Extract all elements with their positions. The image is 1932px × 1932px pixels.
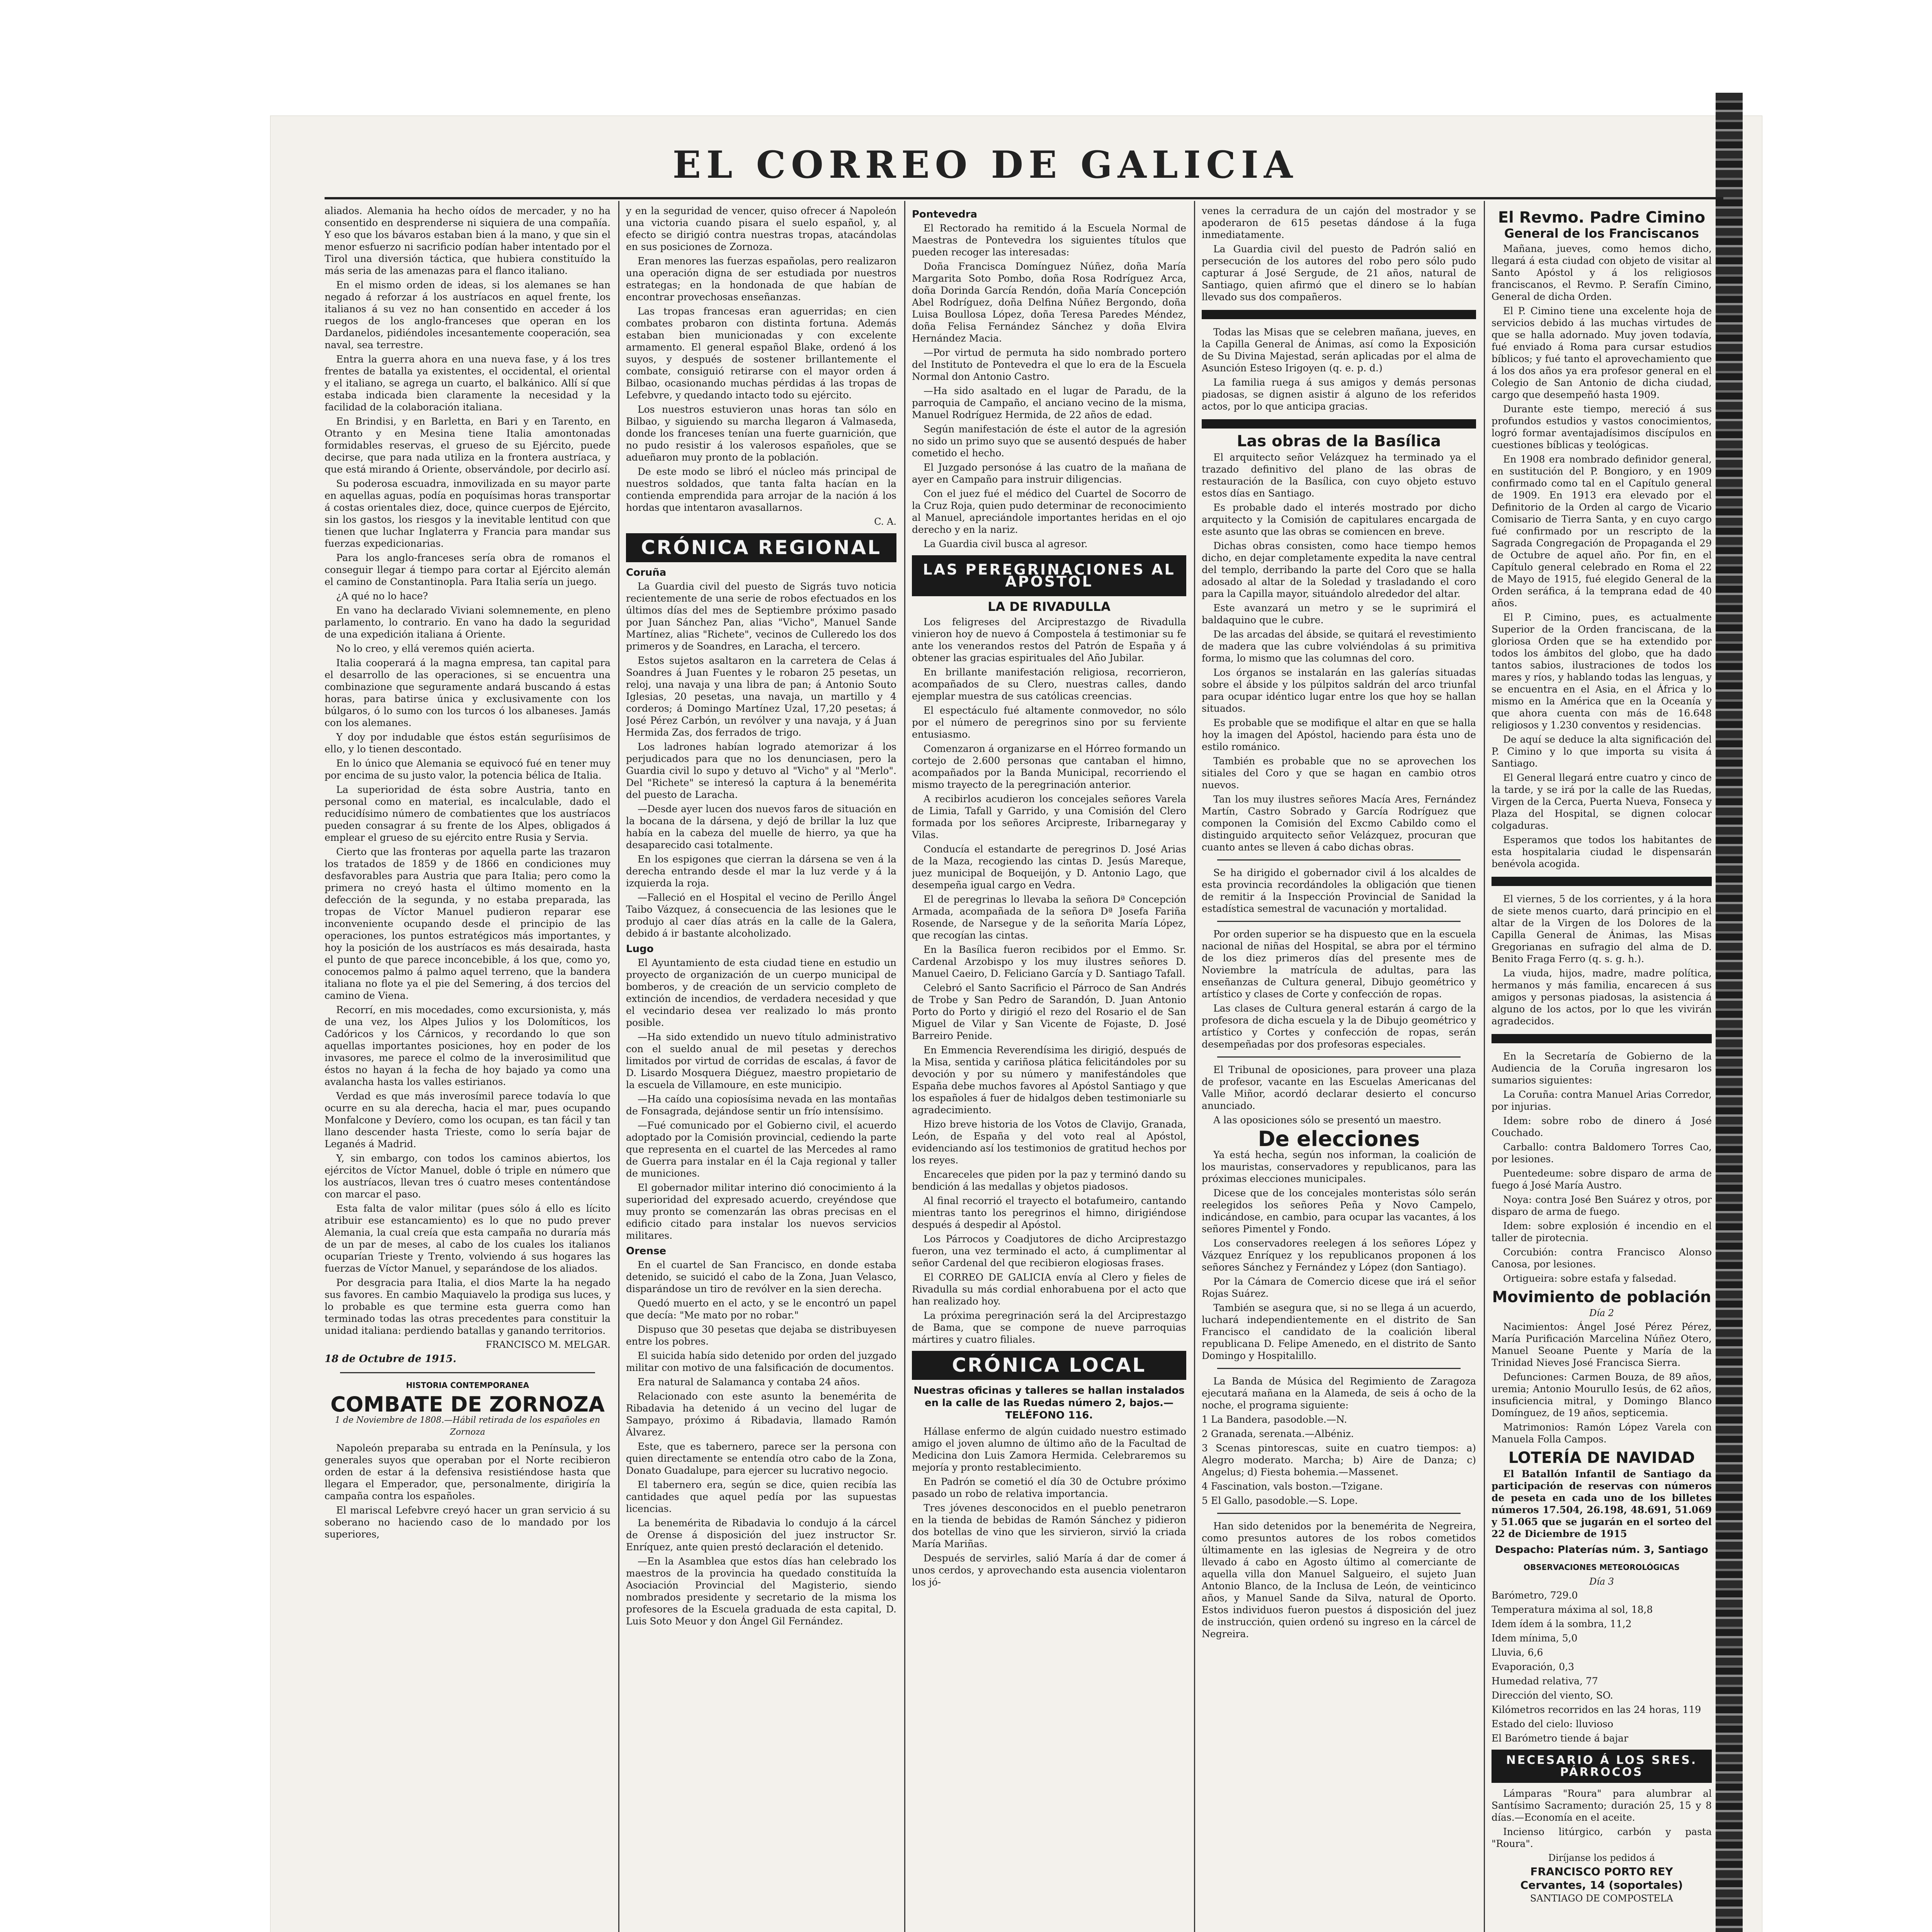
paragraph: Eran menores las fuerzas españolas, pero realizaron una operación digna de ser estudiada por nuestros estrategas; en la hondonada de que habían de encontrar provechosas enseñanzas. [626, 255, 896, 303]
paragraph: Ya está hecha, según nos informan, la coalición de los mauristas, conservadores y republicanos, para las próximas elecciones municipales. [1202, 1149, 1476, 1184]
paragraph: La superioridad de ésta sobre Austria, tanto en personal como en material, es incalculable, dado el reducidísimo número de combatientes que los austríacos pueden consagrar á su frente de los Alpes, obligados á emplear el grueso de su ejército entre Rusia y Servia. [325, 784, 611, 843]
paragraph: Dichas obras consisten, como hace tiempo hemos dicho, en dejar completamente expedita la nave central del templo, derribando la parte del Coro que se halla adosado al altar de la Soledad y trasladando el coro para la Capilla mayor, situándolo alrededor del altar. [1202, 540, 1476, 599]
weather-reading: Evaporación, 0,3 [1492, 1661, 1574, 1672]
notice-bar [1202, 310, 1476, 319]
paragraph: Mañana, jueves, como hemos dicho, llegará á esta ciudad con objeto de visitar al Santo Apóstol y á los religiosos franciscanos, el Revmo. P. Serafín Cimino, General de dicha Orden. [1492, 243, 1712, 302]
article-title: Movimiento de población [1492, 1288, 1711, 1306]
paragraph: Conducía el estandarte de peregrinos D. José Arias de la Maza, recogiendo las cintas D. Jesús Mareque, juez municipal de Boqueijón, y D. Antonio Lago, que desempeña igual cargo en Vedra. [912, 844, 1186, 891]
column-2 [626, 205, 896, 1932]
page-edge-strip [1716, 93, 1743, 1932]
weather-reading: Temperatura máxima al sol, 18,8 [1492, 1604, 1653, 1615]
program-item: 5 El Gallo, pasodoble.—S. Lope. [1202, 1495, 1358, 1506]
paragraph: Han sido detenidos por la benemérita de Negreira, como presuntos autores de los robos cometidos últimamente en las iglesias de Negreira y de otro llevado á cabo en Agosto último al comerciante de aquella villa don Manuel Salgueiro, el sujeto Juan Antonio Blanco, de la Inclusa de León, de veinticinco años, y Manuel Sande da Silva, natural de Oporto. Estos individuos fueron puestos á disposición del juez de instrucción, quien ordenó su ingreso en la cárcel de Negreira. [1202, 1520, 1476, 1639]
column-divider [618, 201, 619, 1932]
paragraph: La Banda de Música del Regimiento de Zaragoza ejecutará mañana en la Alameda, de seis á ocho de la noche, el programa siguiente: [1202, 1376, 1476, 1411]
section-rule [1217, 1368, 1461, 1369]
paragraph: Cierto que las fronteras por aquella parte las trazaron los tratados de 1859 y de 1866 en condiciones muy desfavorables para Austria que para Italia; pero como la primera no creyó hasta el último momento en la defección de la segunda, y no estaba preparada, las tropas de Víctor Manuel pudieron reparar ese inconveniente ocupando desde el principio de las operaciones, los puntos estratégicos más importantes, y hoy la posición de los austríacos es más desairada, hasta el punto de que parece inconcebible, á los que, como yo, conocemos palmo á palmo aquel terreno, que la bandera italiana no flote ya el pie del Semering, á dos tercios del camino de Viena. [325, 846, 611, 1001]
column-4 [1202, 205, 1476, 1932]
paragraph: Verdad es que más inverosímil parece todavía lo que ocurre en su ala derecha, hacia el mar, pues ocupando Monfalcone y Devíero, como los ocupan, es tan fácil y tan llano descender hasta Trieste, como lo sería bajar de Leganés á Madrid. [325, 1090, 611, 1150]
paragraph: Los feligreses del Arciprestazgo de Rivadulla vinieron hoy de nuevo á Compostela á testimoniar su fe ante los venerandos restos del Patrón de España y á obtener las gracias espirituales del Año Jubilar. [912, 616, 1186, 663]
paragraph: La Guardia civil busca al agresor. [923, 538, 1088, 549]
paragraph: En la Secretaría de Gobierno de la Audiencia de la Coruña ingresaron los sumarios siguientes: [1492, 1051, 1712, 1086]
paragraph: En Brindisi, y en Barletta, en Bari y en Tarento, en Otranto y en Mesina tiene Italia amontonadas formidables reservas, el grueso de su Ejército, puede decirse, que para nada utiliza en la frontera austríaca, y que está mirando á Oriente, observándole, por decirlo así. [325, 416, 611, 475]
paragraph: El P. Cimino, pues, es actualmente Superior de la Orden franciscana, de la gloriosa Orden que se ha extendido por todos los ámbitos del globo, que ha dado tantos sabios, ilustraciones de todos los mares y ríos, y hablando todas las lenguas, y se encuentra en el Asia, en el África y lo mismo en la América que en la Oceanía y que ahora cuenta con más de 16.648 religiosos y 1.230 conventos y residencias. [1492, 612, 1712, 731]
paragraph: —En la Asamblea que estos días han celebrado los maestros de la provincia ha quedado constituída la Asociación Provincial del Magisterio, siendo nombrados presidente y secretario de la misma los profesores de la Escuela graduada de esta capital, D. Luis Soto Meuor y don Ángel Gil Fernández. [626, 1556, 896, 1627]
war-article [325, 205, 611, 1365]
article-title: LOTERÍA DE NAVIDAD [1508, 1449, 1695, 1467]
weather-reading: Barómetro, 729.0 [1492, 1590, 1578, 1601]
weather-reading: Humedad relativa, 77 [1492, 1675, 1598, 1687]
paragraph: Por orden superior se ha dispuesto que en la escuela nacional de niñas del Hospital, se abra por el término de los diez primeros días del presente mes de Noviembre la matrícula de adultas, para las enseñanzas de Cultura general, Dibujo geométrico y artístico y clases de Corte y confección de ropas. [1202, 929, 1476, 1000]
article-subtitle: General de los Franciscanos [1504, 226, 1699, 241]
author-signature: C. A. [874, 516, 896, 527]
paragraph: Italia cooperará á la magna empresa, tan capital para el desarrollo de las operaciones, si se encuentra una combinazione que seguramente andará buscando á estas horas, para batirse única y exclusivamente con los búlgaros, ó lo sumo con los turcos ó los albaneses. Jamás con los alemanes. [325, 657, 611, 728]
paragraph: Hállase enfermo de algún cuidado nuestro estimado amigo el joven alumno de último año de la Facultad de Medicina don Luis Zamora Hermida. Celebraremos su mejoría y pronto restablecimiento. [912, 1426, 1186, 1473]
paragraph: Doña Francisca Domínguez Núñez, doña María Margarita Soto Pombo, doña Rosa Rodríguez Arca, doña Dorinda García Rendón, doña María Concepción Abel Rodríguez, doña Delfina Núñez Bergondo, doña Luisa Boullosa López, doña Teresa Paredes Méndez, doña Felisa Fernández Sánchez y doña Elvira Hernández Macia. [912, 261, 1186, 344]
town-heading: Lugo [626, 943, 654, 955]
ad-city: SANTIAGO DE COMPOSTELA [1530, 1893, 1673, 1904]
weather-reading: Kilómetros recorridos en las 24 horas, 119 [1492, 1704, 1701, 1715]
paragraph: No lo creo, y ellá veremos quién acierta. [336, 643, 535, 654]
paragraph: La próxima peregrinación será la del Arciprestazgo de Bama, que se compone de nueve parroquias mártires y cuatro filiales. [912, 1310, 1186, 1345]
paragraph: También es probable que no se aprovechen los sitiales del Coro y que se hagan en cambio otros nuevos. [1202, 755, 1476, 791]
paragraph: ¿A qué no lo hace? [336, 590, 428, 602]
paragraph: Relacionado con este asunto la benemérita de Ribadavia ha detenido á un vecino del lugar de Sampayo, próximo á Ribadavia, llamado Ramón Álvarez. [626, 1391, 896, 1438]
weather-reading: Idem ídem á la sombra, 11,2 [1492, 1618, 1632, 1629]
article-title: El Revmo. Padre Cimino [1498, 209, 1706, 226]
paragraph: El Batallón Infantil de Santiago da participación de reservas con números de peseta en cada uno de los billetes números 17.504, 26.198, 48.691, 51.069 y 51.065 que se jugarán en el sorteo del 22 de Diciembre de 1915 [1492, 1468, 1712, 1539]
weather-reading: Estado del cielo: lluvioso [1492, 1718, 1614, 1730]
article-date: 18 de Octubre de 1915. [325, 1353, 457, 1365]
paragraph: Con el juez fué el médico del Cuartel de Socorro de la Cruz Roja, quien pudo determinar de reconocimiento al Manuel, apreciándole importantes heridas en el ojo derecho y en la nariz. [912, 488, 1186, 535]
paragraph: El gobernador militar interino dió conocimiento á la superioridad del expresado acuerdo, creyéndose que muy pronto se comenzarán las obras precisas en el edificio citado para instalar los nuevos servicios militares. [626, 1182, 896, 1241]
paragraph: Todas las Misas que se celebren mañana, jueves, en la Capilla General de Ánimas, así como la Exposición de Su Divina Majestad, serán aplicadas por el alma de Asunción Esteso Irigoyen (q. e. p. d.) [1202, 327, 1476, 374]
court-entry: Puentedeume: sobre disparo de arma de fuego á José María Austro. [1492, 1168, 1712, 1191]
section-rule [340, 1372, 595, 1373]
paragraph: Por la Cámara de Comercio dicese que irá el señor Rojas Suárez. [1202, 1276, 1476, 1299]
paragraph: Es probable que se modifique el altar en que se halla hoy la imagen del Apóstol, haciendo para ésta uno de estilo románico. [1202, 717, 1476, 752]
paragraph: Hizo breve historia de los Votos de Clavijo, Granada, León, de España y del voto real al Apóstol, evidenciando así los testimonios de gratitud hechos por los reyes. [912, 1119, 1186, 1166]
paragraph: Quedó muerto en el acto, y se le encontró un papel que decía: "Me mato por no robar." [626, 1298, 896, 1321]
paragraph: Los órganos se instalarán en las galerías situadas sobre el ábside y los púlpitos saldrán del arco triunfal para ocupar idéntico lugar entre los que hoy se hallan situados. [1202, 667, 1476, 714]
paragraph: En Emmencia Reverendísima les dirigió, después de la Misa, sentida y cariñosa plática felicitándoles por su devoción y por su número y manifestándoles que España debe muchos favores al Apóstol Santiago y que los españoles á fuer de hidalgos deben testimoniarle su agradecimiento. [912, 1044, 1186, 1116]
column-divider [904, 201, 905, 1932]
paragraph: Es probable dado el interés mostrado por dicho arquitecto y la Comisión de capitulares encargada de este asunto que las obras se comiencen en breve. [1202, 502, 1476, 537]
program-item: 2 Granada, serenata.—Albéniz. [1202, 1428, 1354, 1439]
paragraph: Estos sujetos asaltaron en la carretera de Celas á Soandres á Juan Fuentes y le robaron 25 pesetas, un reloj, una navaja y una libra de pan; á Antonio Souto Iglesias, 20 pesetas, una navaja, un martillo y 4 corderos; á Domingo Martínez Uzal, 17,20 pesetas; á José Pérez Carbón, un revólver y una navaja, y á Juan Hermida Zas, dos ferrados de trigo. [626, 655, 896, 738]
column-3 [912, 205, 1186, 1932]
paragraph: La benemérita de Ribadavia lo condujo á la cárcel de Orense á disposición del juez instructor Sr. Enríquez, ante quien prestó declaración el detenido. [626, 1517, 896, 1553]
paragraph: En el cuartel de San Francisco, en donde estaba detenido, se suicidó el cabo de la Zona, Juan Velasco, disparándose un tiro de revólver en la sien derecha. [626, 1259, 896, 1294]
paragraph: Lámparas "Roura" para alumbrar al Santísimo Sacramento; duración 25, 15 y 8 días.—Economía en el aceite. [1492, 1788, 1712, 1823]
day-label: Día 2 [1589, 1308, 1614, 1318]
paragraph: La familia ruega á sus amigos y demás personas piadosas, se dignen asistir á alguno de los referidos actos, por lo que anticipa gracias. [1202, 377, 1476, 412]
court-entry: Idem: sobre robo de dinero á José Couchado. [1492, 1115, 1712, 1138]
paragraph: Dicese que de los concejales monteristas sólo serán reelegidos los señores Peña y Novo Campelo, indicándose, en cambio, para ocupar las vacantes, á los señores Pimentel y Fondo. [1202, 1187, 1476, 1235]
paragraph: Los nuestros estuvieron unas horas tan sólo en Bilbao, y siguiendo su marcha llegaron á Valmaseda, donde los franceses tenían una fuerte guarnición, que no pudo resistir á los valerosos españoles, que se adueñaron muy pronto de la población. [626, 404, 896, 463]
office-notice: Nuestras oficinas y talleres se hallan instalados en la calle de las Ruedas número 2, bajos.—TELÉFONO 116. [913, 1385, 1185, 1421]
paragraph: Nacimientos: Ángel José Pérez Pérez, María Purificación Marcelina Núñez Otero, Manuel Seoane Puente y María de la Trinidad Nieves José Francisca Sierra. [1492, 1321, 1712, 1368]
paragraph: El mariscal Lefebvre creyó hacer un gran servicio á su soberano no haciendo caso de lo mandado por los superiores, [325, 1505, 611, 1540]
paragraph: El arquitecto señor Velázquez ha terminado ya el trazado definitivo del plano de las obras de restauración de la Basílica, con cuyo objeto estuvo estos días en Santiago. [1202, 452, 1476, 499]
paragraph: La Guardia civil del puesto de Padrón salió en persecución de los autores del robo pero sólo pudo capturar á José Sergude, de 21 años, natural de Santiago, quien afirmó que el dinero se lo habían llevado sus dos compañeros. [1202, 243, 1476, 303]
ad-banner-parrocos: NECESARIO Á LOS SRES. PÁRROCOS [1492, 1750, 1712, 1783]
article-title: De elecciones [1258, 1127, 1420, 1151]
program-item: 4 Fascination, vals boston.—Tzigane. [1202, 1481, 1383, 1492]
paragraph: Era natural de Salamanca y contaba 24 años. [638, 1376, 860, 1388]
paragraph: El de peregrinas lo llevaba la señora Dª Concepción Armada, acompañada de la señora Dª Josefa Fariña Rosende, de Narsegue y de la señorita María López, que recogían las cintas. [912, 894, 1186, 941]
paragraph: El Ayuntamiento de esta ciudad tiene en estudio un proyecto de organización de un cuerpo municipal de bomberos, y de creación de un servicio completo de extinción de incendios, de verdadera necesidad y que el vecindario desea ver realizado lo más pronto posible. [626, 957, 896, 1028]
paragraph: Comenzaron á organizarse en el Hórreo formando un cortejo de 2.600 personas que cantaban el himno, acompañados por la Banda Municipal, recorriendo el mismo trayecto de la peregrinación anterior. [912, 743, 1186, 790]
article-title: Las obras de la Basílica [1236, 432, 1441, 450]
paragraph: Matrimonios: Ramón López Varela con Manuela Folla Campos. [1492, 1422, 1712, 1445]
paragraph: Para los anglo-franceses sería obra de romanos el conseguir llegar á tiempo para cortar al Ejército alemán el camino de Constantinopla. Para Italia sería un juego. [325, 552, 611, 587]
author-signature: FRANCISCO M. MELGAR. [485, 1339, 611, 1350]
paragraph: El CORREO DE GALICIA envía al Clero y fieles de Rivadulla su más cordial enhorabuena por el acto que han realizado hoy. [912, 1272, 1186, 1307]
weather-reading: El Barómetro tiende á bajar [1492, 1733, 1629, 1744]
paragraph: Después de servirles, salió María á dar de comer á unos cerdos, y aprovechando esta ausencia violentaron los jó- [912, 1553, 1186, 1588]
column-1 [325, 205, 611, 1932]
paragraph: Tres jóvenes desconocidos en el pueblo penetraron en la tienda de bebidas de Ramón Sánchez y pidieron dos botellas de vino que les sirvieron, sirvió la criada María Mariñas. [912, 1502, 1186, 1549]
column-5 [1492, 205, 1712, 1932]
section-rule [1217, 1056, 1461, 1058]
paragraph: Los Párrocos y Coadjutores de dicho Arciprestazgo fueron, una vez terminado el acto, á cumplimentar al señor Cardenal del que recibieron elogiosas frases. [912, 1233, 1186, 1269]
column-divider [1484, 201, 1485, 1932]
program-item: 3 Scenas pintorescas, suite en cuatro tiempos: a) Alegro moderato. Marcha; b) Aire de Danza; c) Angelus; d) Fiesta bohemia.—Massenet. [1202, 1442, 1476, 1478]
paragraph: Los conservadores reelegen á los señores López y Vázquez Enríquez y los republicanos proponen á los señores Sánchez y Fernández y López (don Santiago). [1202, 1238, 1476, 1273]
paragraph: En lo único que Alemania se equivocó fué en tener muy por encima de su justo valor, la potencia bélica de Italia. [325, 758, 611, 781]
paragraph: Al final recorrió el trayecto el botafumeiro, cantando mientras tanto los peregrinos el himno, dirigiéndose después á despedir al Apóstol. [912, 1195, 1186, 1230]
paragraph: De aquí se deduce la alta significación del P. Cimino y lo que importa su visita á Santiago. [1492, 734, 1712, 769]
paragraph: Entra la guerra ahora en una nueva fase, y á los tres frentes de batalla ya existentes, el occidental, el oriental y el italiano, se agrega un cuarto, el balkánico. Allí sí que estaba indicada bien claramente la necesidad y la facilidad de la colaboración italiana. [325, 354, 611, 413]
court-entry: La Coruña: contra Manuel Arias Corredor, por injurias. [1492, 1089, 1712, 1112]
paragraph: Durante este tiempo, mereció á sus profundos estudios y vastos conocimientos, logró formar aventajadísimos discípulos en cuestiones bíblicas y teológicas. [1492, 403, 1712, 451]
paragraph: Este avanzará un metro y se le suprimirá el baldaquino que le cubre. [1202, 602, 1476, 626]
town-heading: Orense [626, 1245, 667, 1257]
notice-bar [1202, 419, 1476, 429]
paragraph: —Falleció en el Hospital el vecino de Perillo Ángel Taibo Vázquez, á consecuencia de las lesiones que le produjo al caer días atrás en la calle de la Galera, debido á ir bastante alcoholizado. [626, 892, 896, 939]
court-entry: Carballo: contra Baldomero Torres Cao, por lesiones. [1492, 1141, 1712, 1165]
court-entry: Corcubión: contra Francisco Alonso Canosa, por lesiones. [1492, 1247, 1712, 1270]
ad-line: Diríjanse los pedidos á [1548, 1852, 1655, 1863]
program-item: 1 La Bandera, pasodoble.—N. [1202, 1414, 1347, 1425]
paragraph: y en la seguridad de vencer, quiso ofrecer á Napoleón una victoria cuando pisara el suelo español, y, al efecto se dirigió contra nuestras tropas, atacándolas en sus posiciones de Zornoza. [626, 205, 896, 252]
paragraph: —Por virtud de permuta ha sido nombrado portero del Instituto de Pontevedra el que lo era de la Escuela Normal don Antonio Castro. [912, 347, 1186, 382]
weather-reading: Dirección del viento, SO. [1492, 1690, 1613, 1701]
town-heading: Coruña [626, 567, 667, 578]
lottery-address: Despacho: Platerías núm. 3, Santiago [1495, 1544, 1708, 1556]
paragraph: En el mismo orden de ideas, si los alemanes se han negado á reforzar á los austríacos en aquel frente, los italianos á su vez no han consentido en acceder á los ruegos de los anglo-franceses que operan en los Dardanelos, pidiéndoles incesantemente cooperación, sea naval, sea terrestre. [325, 279, 611, 350]
paragraph: venes la cerradura de un cajón del mostrador y se apoderaron de 615 pesetas dándose á la fuga inmediatamente. [1202, 205, 1476, 240]
paragraph: En Padrón se cometió el día 30 de Octubre próximo pasado un robo de relativa importancia. [912, 1476, 1186, 1499]
court-entry: Ortigueira: sobre estafa y falsedad. [1503, 1273, 1677, 1284]
article-title: COMBATE DE ZORNOZA [330, 1392, 605, 1417]
ad-firm: FRANCISCO PORTO REY [1530, 1865, 1673, 1878]
court-entry: Noya: contra José Ben Suárez y otros, por disparo de arma de fuego. [1492, 1194, 1712, 1217]
paragraph: aliados. Alemania ha hecho oídos de mercader, y no ha consentido en desprenderse ni siquiera de una compañía. Y eso que los bávaros estaban bien á la mano, y que sin el menor esfuerzo ni sacrificio podían haber intentado por el Tirol una diversión táctica, que hubiera constituído la más seria de las amenazas para el flanco italiano. [325, 205, 611, 276]
paragraph: Los ladrones habían logrado atemorizar á los perjudicados para que no los denunciasen, pero la Guardia civil lo supo y detuvo al "Vicho" y al "Merlo". Del "Richete" se interesó la captura á la benemérita del puesto de Laracha. [626, 741, 896, 800]
town-heading: Pontevedra [912, 209, 978, 220]
paragraph: El General llegará entre cuatro y cinco de la tarde, y se irá por la calle de las Ruedas, Virgen de la Cerca, Puerta Nueva, Fonseca y Plaza del Hospital, se dignen colocar colgaduras. [1492, 772, 1712, 831]
paragraph: Se ha dirigido el gobernador civil á los alcaldes de esta provincia recordándoles la obligación que tienen de remitir á la Inspección Provincial de Sanidad la estadística semestral de vacunación y mortalidad. [1202, 867, 1476, 914]
ad-street: Cervantes, 14 (soportales) [1520, 1879, 1683, 1891]
paragraph: —Fué comunicado por el Gobierno civil, el acuerdo adoptado por la Comisión provincial, cediendo la parte que representa en el cuartel de las Mercedes al ramo de Guerra para instalar en él la Caja regional y taller de municiones. [626, 1120, 896, 1179]
paragraph: Celebró el Santo Sacrificio el Párroco de San Andrés de Trobe y San Pedro de Sarandón, D. Juan Antonio Porto do Porto y dirigió el rezo del Rosario el de San Miguel de Vilar y San Vicente de Fojaste, D. José Barreiro Penide. [912, 982, 1186, 1041]
paragraph: Encareceles que piden por la paz y terminó dando su bendición á las medallas y objetos piadosos. [912, 1169, 1186, 1192]
paragraph: Y, sin embargo, con todos los caminos abiertos, los ejércitos de Víctor Manuel, doble ó triple en número que los austríacos, llevan tres ó cuatro meses contentándose con marcar el paso. [325, 1153, 611, 1200]
paragraph: Este, que es tabernero, parece ser la persona con quien directamente se entendía otro cabo de la Zona, Donato Guadalupe, para ejercer su lucrativo negocio. [626, 1441, 896, 1476]
section-banner-cronica-local: CRÓNICA LOCAL [912, 1351, 1186, 1380]
header-rule [325, 197, 1723, 199]
paragraph: Incienso litúrgico, carbón y pasta "Roura". [1492, 1826, 1712, 1849]
paragraph: La viuda, hijos, madre, madre política, hermanos y más familia, encarecen á sus amigos y personas piadosas, la asistencia á alguno de los actos, por lo que les vivirán agradecidos. [1492, 968, 1712, 1027]
paragraph: De este modo se libró el núcleo más principal de nuestros soldados, que tanta falta hacían en la contienda emprendida para arrojar de la nación á los hordas que intentaron avasallarnos. [626, 466, 896, 513]
paragraph: Defunciones: Carmen Bouza, de 89 años, uremia; Antonio Mourullo Iesús, de 62 años, insuficiencia mitral, y Domingo Blanco Domínguez, de 19 años, septicemia. [1492, 1371, 1712, 1418]
paragraph: Napoleón preparaba su entrada en la Península, y los generales suyos que operaban por el Norte recibieron orden de estar á la defensiva resistiéndose hasta que llegara el Emperador, que, personalmente, dirigiría la campaña contra los españoles. [325, 1442, 611, 1502]
paragraph: A las oposiciones sólo se presentó un maestro. [1213, 1114, 1442, 1126]
paragraph: Tan los muy ilustres señores Macía Ares, Fernández Martín, Castro Sobrado y García Rodríguez que componen la Comisión del Excmo Cabildo como el distinguido arquitecto señor Velázquez, procuran que cuanto antes se lleven á cabo dichas obras. [1202, 794, 1476, 853]
notice-bar [1492, 877, 1712, 886]
paragraph: El viernes, 5 de los corrientes, y á la hora de siete menos cuarto, dará principio en el altar de la Virgen de los Dolores de la Capilla General de Ánimas, las Misas Gregorianas en sufragio del alma de D. Benito Fraga Ferro (q. s. g. h.). [1492, 893, 1712, 964]
section-rule [1217, 859, 1461, 861]
paragraph: En brillante manifestación religiosa, recorrieron, acompañados de su Clero, nuestras calles, dando ejemplar muestra de sus católicas creencias. [912, 667, 1186, 702]
paragraph: En 1908 era nombrado definidor general, en sustitución del P. Bongioro, y en 1909 confirmado como tal en el Capítulo general de 1909. En 1913 era elevado por el Definitorio de la Orden al cargo de Vicario Comisario de Tierra Santa, y en cuyo cargo fué confirmado por un rescripto de la Sagrada Congregación de Propaganda el 29 de Octubre de aquel año. Por fin, en el Capítulo general celebrado en Roma el 22 de Mayo de 1915, fué elegido General de la Orden seráfica, á la temprana edad de 40 años. [1492, 454, 1712, 609]
paragraph: Según manifestación de éste el autor de la agresión no sido un primo suyo que se ausentó después de haber cometido el hecho. [912, 423, 1186, 459]
court-entry: Idem: sobre explosión é incendio en el taller de pirotecnia. [1492, 1220, 1712, 1243]
paragraph: Las clases de Cultura general estarán á cargo de la profesora de dicha escuela y la de Dibujo geométrico y artístico y Cortes y confección de ropas, serán desempeñadas por dos profesoras especiales. [1202, 1003, 1476, 1050]
paragraph: En los espigones que cierran la dársena se ven á la derecha entrando desde el mar la luz verde y á la izquierda la roja. [626, 854, 896, 889]
paragraph: También se asegura que, si no se llega á un acuerdo, luchará independientemente en el distrito de San Francisco el candidato de la coalición liberal republicana D. Felipe Amenedo, en el distrito de Santo Domingo y Hospitalillo. [1202, 1302, 1476, 1361]
notice-bar [1492, 1034, 1712, 1043]
section-label: HISTORIA CONTEMPORANEA [406, 1381, 529, 1390]
paragraph: Dispuso que 30 pesetas que dejaba se distribuyesen entre los pobres. [626, 1324, 896, 1347]
paragraph: —Desde ayer lucen dos nuevos faros de situación en la bocana de la dársena, y dejó de brillar la luz que había en la cabeza del muelle de hierro, ya que ha desaparecido casi totalmente. [626, 803, 896, 850]
section-banner-peregrinaciones: LAS PEREGRINACIONES AL APÓSTOL [912, 555, 1186, 596]
paragraph: Y doy por indudable que éstos están seguríisimos de ello, y lo tienen descontado. [325, 731, 611, 755]
article-subtitle: LA DE RIVADULLA [988, 599, 1111, 614]
section-rule [1217, 921, 1461, 922]
paragraph: El suicida había sido detenido por orden del juzgado militar con motivo de una falsificación de documentos. [626, 1350, 896, 1373]
paragraph: El tabernero era, según se dice, quien recibía las cantidades que aquel pedía por las supuestas licencias. [626, 1479, 896, 1514]
section-rule [1217, 1513, 1461, 1514]
paragraph: El Juzgado personóse á las cuatro de la mañana de ayer en Campaño para instruir diligencias. [912, 462, 1186, 485]
paragraph: Por desgracia para Italia, el dios Marte la ha negado sus favores. En cambio Maquiavelo la prodiga sus luces, y lo probable es que termine esta guerra como han terminado todas las otras precedentes para constituir la unidad italiana: perdiendo batallas y ganando territorios. [325, 1277, 611, 1336]
paragraph: El Rectorado ha remitido á la Escuela Normal de Maestras de Pontevedra los siguientes títulos que pueden recoger las interesadas: [912, 223, 1186, 258]
paragraph: Recorrí, en mis mocedades, como excursionista, y, más de una vez, los Alpes Julios y los Dolomíticos, los Cadóricos y los Cárnicos, y recordando lo que son aquellas importantes posiciones, hoy en poder de los invasores, me parece el colmo de la inverosimilitud que éstos no hayan á la fecha de hoy bajado ya como una avalancha hasta los valles estirianos. [325, 1004, 611, 1087]
section-banner-cronica-regional: CRÓNICA REGIONAL [626, 533, 896, 562]
paragraph: A recibirlos acudieron los concejales señores Varela de Limia, Tafall y Garrido, y una Comisión del Clero formada por los señores Arcipreste, Iribarnegaray y Vilas. [912, 793, 1186, 840]
paragraph: De las arcadas del ábside, se quitará el revestimiento de madera que las cubre volviéndolas á su primitiva forma, lo mismo que las columnas del coro. [1202, 629, 1476, 664]
paragraph: Esta falta de valor militar (pues sólo á ello es lícito atribuir ese estancamiento) es lo que no pudo prever Alemania, la cual creía que esta campaña no duraría más de un par de meses, al cabo de los cuales los italianos ocuparían Trieste y Trento, volviendo á sus hogares las fuerzas de Víctor Manuel, y separándose de los aliados. [325, 1203, 611, 1274]
paragraph: La Guardia civil del puesto de Sigrás tuvo noticia recientemente de una serie de robos efectuados en los últimos días del mes de Septiembre próximo pasado por Juan Sánchez Pan, alias "Vicho", Manuel Sande Martínez, alias "Richete", vecinos de Culleredo los dos primeros y de Soandres, en Laracha, el tercero. [626, 581, 896, 652]
paragraph: El P. Cimino tiene una excelente hoja de servicios debido á las muchas virtudes de que se halla adornado. Muy joven todavía, fué enviado á Roma para cursar estudios bíblicos; y fué tanto el aprovechamiento que á los dos años ya era profesor general en el Colegio de San Antonio de dicha ciudad, cargo que desempeñó hasta 1909. [1492, 305, 1712, 400]
paragraph: En la Basílica fueron recibidos por el Emmo. Sr. Cardenal Arzobispo y los muy ilustres señores D. Manuel Caeiro, D. Feliciano García y D. Santiago Tafall. [912, 944, 1186, 979]
masthead: EL CORREO DE GALICIA [672, 143, 1298, 187]
day-label: Día 3 [1589, 1576, 1614, 1587]
paragraph: —Ha sido asaltado en el lugar de Paradu, de la parroquia de Campaño, el anciano vecino de la misma, Manuel Rodríguez Hermida, de 22 años de edad. [912, 385, 1186, 420]
article-dateline: 1 de Noviembre de 1808.—Hábil retirada de los españoles en Zornoza [335, 1415, 600, 1437]
weather-reading: Lluvia, 6,6 [1492, 1647, 1543, 1658]
paragraph: —Ha caído una copiosísima nevada en las montañas de Fonsagrada, dejándose sentir un frío intensísimo. [626, 1094, 896, 1117]
column-divider [1194, 201, 1195, 1932]
weather-title: OBSERVACIONES METEOROLÓGICAS [1524, 1563, 1680, 1572]
paragraph: El Tribunal de oposiciones, para proveer una plaza de profesor, vacante en las Escuelas Americanas del Valle Miñor, acordó declarar desierto el concurso anunciado. [1202, 1064, 1476, 1111]
paragraph: El espectáculo fué altamente conmovedor, no sólo por el número de peregrinos sino por su ferviente entusiasmo. [912, 705, 1186, 740]
paragraph: Las tropas francesas eran aguerridas; en cien combates probaron con distinta fortuna. Además estaban bien municionadas y con excelente armamento. El general español Blake, ordenó á los suyos, y después de sostener brillantemente el combate, consiguió retirarse con el mayor orden á Bilbao, ocasionando muchas pérdidas á las tropas de Lefebvre, y quedando intacto todo su ejército. [626, 306, 896, 401]
paragraph: En vano ha declarado Viviani solemnemente, en pleno parlamento, lo contrario. En vano ha dado la seguridad de una expedición italiana á Oriente. [325, 605, 611, 640]
weather-reading: Idem mínima, 5,0 [1492, 1633, 1578, 1644]
paragraph: Su poderosa escuadra, inmovilizada en su mayor parte en aquellas aguas, podía en poquísimas horas transportar á costas orientales diez, doce, quince cuerpos de Ejército, sin los gastos, los riesgos y la inevitable lentitud con que tienen que luchar Inglaterra y Francia para mandar sus fuerzas expedicionarias. [325, 478, 611, 549]
paragraph: —Ha sido extendido un nuevo título administrativo con el sueldo anual de mil pesetas y derechos limitados por virtud de corridas de escalas, á favor de D. Lisardo Mosquera Diéguez, maestro propietario de la escuela de Villamoure, en este municipio. [626, 1031, 896, 1090]
paragraph: Esperamos que todos los habitantes de esta hospitalaria ciudad le dispensarán benévola acogida. [1492, 834, 1712, 869]
